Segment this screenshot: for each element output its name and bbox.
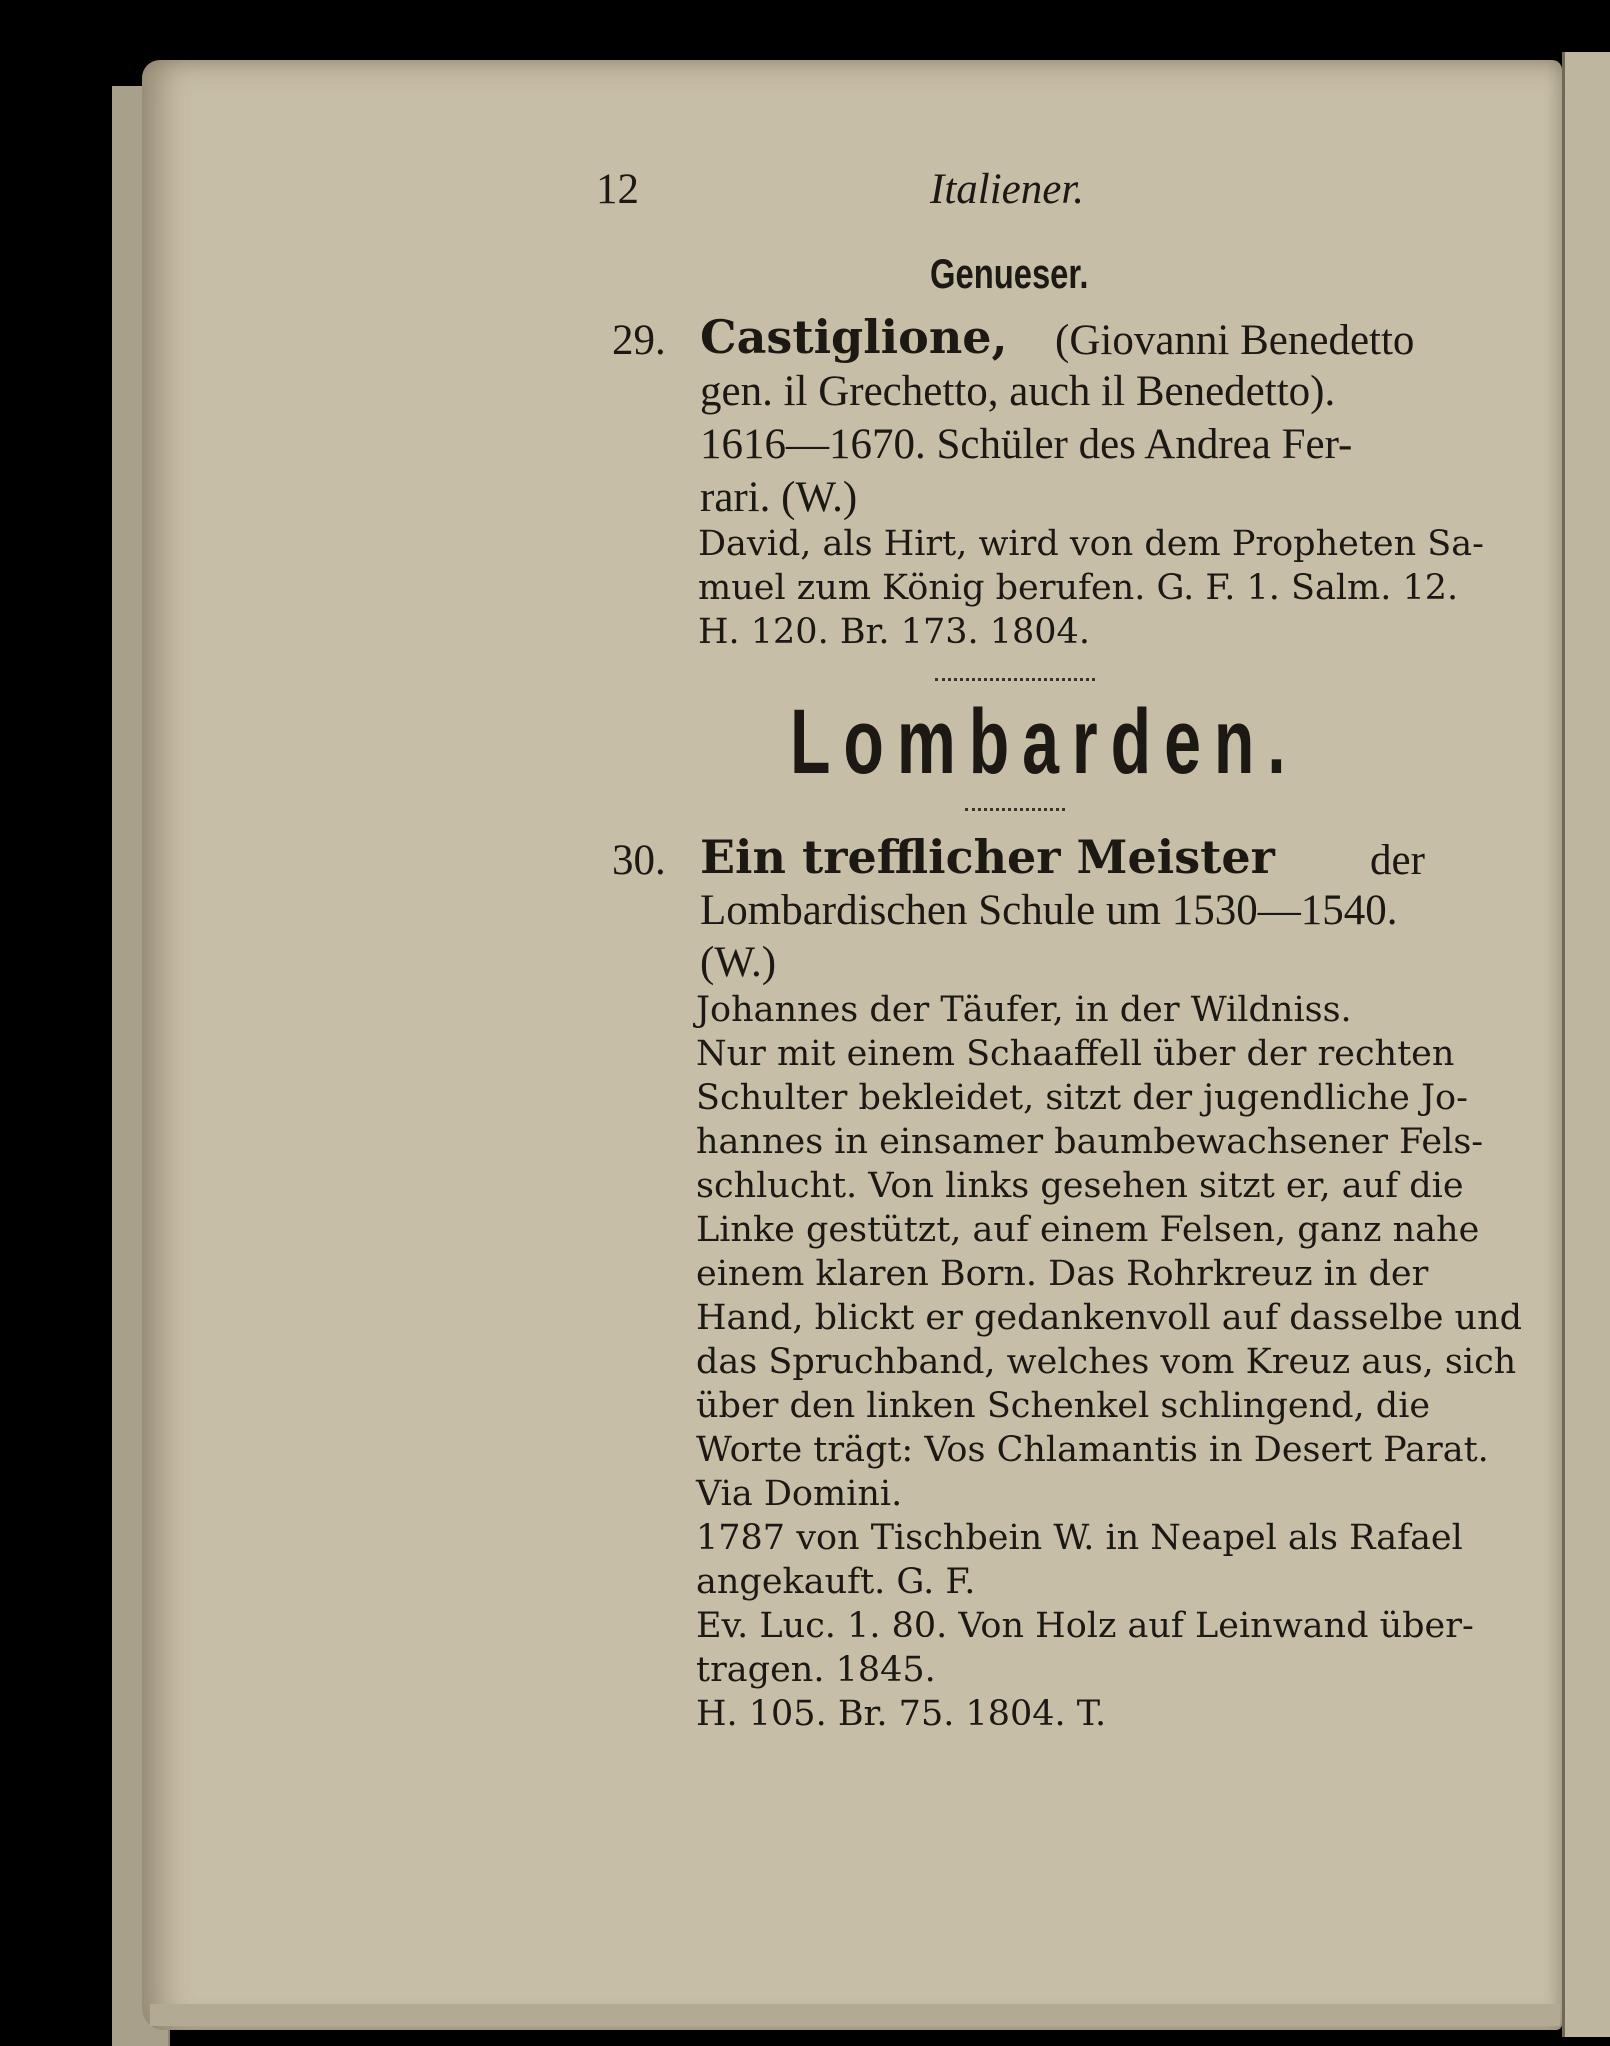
entry-30-line: Lombardischen Schule um 1530—1540. — [700, 887, 1398, 934]
entry-29-line: rari. (W.) — [700, 474, 858, 521]
entry-30-detail: einem klaren Born. Das Rohrkreuz in der — [696, 1254, 1429, 1294]
entry-30-detail: das Spruchband, welches vom Kreuz aus, sich — [696, 1342, 1517, 1382]
entry-29-line: (Giovanni Benedetto — [1055, 317, 1415, 364]
entry-29-detail: David, als Hirt, wird von dem Propheten Sa- — [698, 524, 1484, 564]
entry-30-detail: H. 105. Br. 75. 1804. T. — [696, 1694, 1107, 1734]
entry-30-detail: hannes in einsamer baumbewachsener Fels- — [696, 1122, 1484, 1162]
ornament-rule — [965, 808, 1065, 811]
entry-29-detail: H. 120. Br. 173. 1804. — [698, 612, 1090, 652]
entry-30-detail: über den linken Schenkel schlingend, die — [696, 1386, 1431, 1426]
running-title: Italiener. — [930, 166, 1085, 213]
entry-30-detail: angekauft. G. F. — [696, 1562, 976, 1602]
entry-30-number: 30. — [612, 837, 666, 884]
facing-page-edge — [1562, 52, 1610, 2037]
ornament-rule — [935, 678, 1095, 681]
section-heading-genoa: Genueser. — [930, 250, 1089, 297]
entry-29-name: Castiglione, — [700, 310, 1008, 364]
entry-30-detail: Nur mit einem Schaaffell über der rechten — [696, 1034, 1455, 1074]
entry-29-line: gen. il Grechetto, auch il Benedetto). — [700, 368, 1336, 415]
page-number: 12 — [596, 166, 639, 213]
entry-30-detail: Worte trägt: Vos Chlamantis in Desert Parat. — [696, 1430, 1489, 1470]
entry-30-detail: Schulter bekleidet, sitzt der jugendliche Jo- — [696, 1078, 1468, 1118]
entry-29-detail: muel zum König berufen. G. F. 1. Salm. 12. — [698, 568, 1459, 608]
entry-30-detail: Via Domini. — [696, 1474, 903, 1514]
entry-30-detail: 1787 von Tischbein W. in Neapel als Rafael — [696, 1518, 1463, 1558]
entry-30-detail: Ev. Luc. 1. 80. Von Holz auf Leinwand über- — [696, 1606, 1474, 1646]
entry-30-detail: Linke gestützt, auf einem Felsen, ganz nahe — [696, 1210, 1480, 1250]
page-bottom-edge — [150, 2004, 1560, 2026]
entry-30-detail: schlucht. Von links gesehen sitzt er, auf die — [696, 1166, 1464, 1206]
entry-30-name: Ein trefflicher Meister — [700, 830, 1275, 884]
entry-29-number: 29. — [612, 317, 666, 364]
entry-30-line: (W.) — [700, 939, 777, 986]
entry-30-name-suffix: der — [1370, 837, 1425, 884]
entry-29-line: 1616—1670. Schüler des Andrea Fer- — [700, 421, 1353, 468]
entry-30-detail: tragen. 1845. — [696, 1650, 936, 1690]
entry-30-detail: Hand, blickt er gedankenvoll auf dasselbe und — [696, 1298, 1523, 1338]
section-heading-lombard: Lombarden. — [790, 691, 1299, 793]
entry-30-detail: Johannes der Täufer, in der Wildniss. — [696, 990, 1352, 1030]
